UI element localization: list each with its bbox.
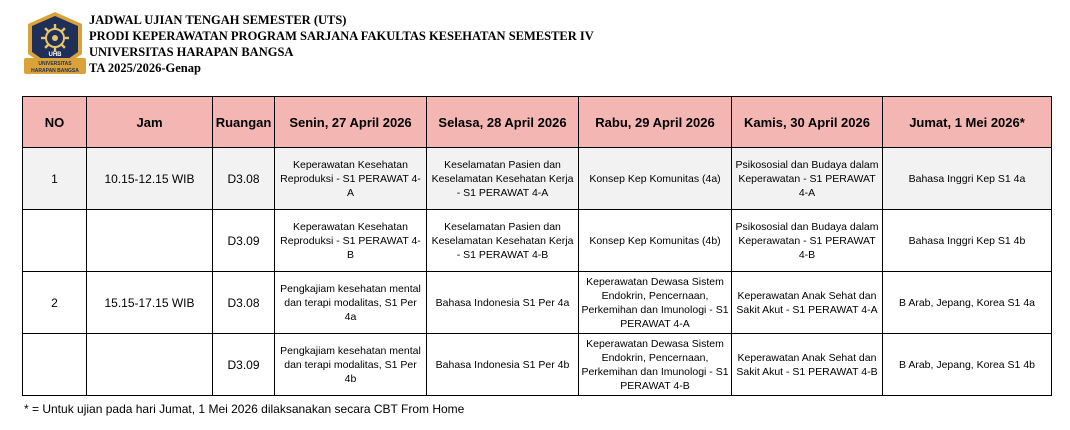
cell-jumat: Bahasa Inggri Kep S1 4a: [883, 148, 1052, 210]
cell-jam: [87, 334, 213, 396]
column-header-jumat: Jumat, 1 Mei 2026*: [883, 97, 1052, 148]
column-header-ruangan: Ruangan: [213, 97, 275, 148]
document-heading: [89, 12, 594, 76]
cell-rabu: Konsep Kep Komunitas (4b): [579, 210, 732, 272]
cell-selasa: Keselamatan Pasien dan Keselamatan Kesehatan Kerja - S1 PERAWAT 4-A: [427, 148, 579, 210]
cell-senin: Keperawatan Kesehatan Reproduksi - S1 PERAWAT 4-A: [275, 148, 427, 210]
table-row: [23, 334, 1052, 396]
column-header-kamis: Kamis, 30 April 2026: [732, 97, 883, 148]
cell-kamis: Psikososial dan Budaya dalam Keperawatan - S1 PERAWAT 4-B: [732, 210, 883, 272]
cell-ruangan: D3.09: [213, 334, 275, 396]
cell-rabu: Keperawatan Dewasa Sistem Endokrin, Pencernaan, Perkemihan dan Imunologi - S1 PERAWAT 4-A: [579, 272, 732, 334]
cell-jam: 10.15-12.15 WIB: [87, 148, 213, 210]
cell-ruangan: D3.09: [213, 210, 275, 272]
table-row: [23, 272, 1052, 334]
svg-text:HARAPAN BANGSA: HARAPAN BANGSA: [31, 68, 79, 74]
column-header-selasa: Selasa, 28 April 2026: [427, 97, 579, 148]
university-logo-icon: [22, 10, 88, 80]
exam-schedule-table: [22, 96, 1052, 396]
table-row: [23, 148, 1052, 210]
cell-no: 2: [23, 272, 87, 334]
cell-jumat: Bahasa Inggri Kep S1 4b: [883, 210, 1052, 272]
cell-jam: 15.15-17.15 WIB: [87, 272, 213, 334]
cell-ruangan: D3.08: [213, 148, 275, 210]
cell-no: 1: [23, 148, 87, 210]
column-header-rabu: Rabu, 29 April 2026: [579, 97, 732, 148]
cell-kamis: Psikososial dan Budaya dalam Keperawatan - S1 PERAWAT 4-A: [732, 148, 883, 210]
cell-selasa: Bahasa Indonesia S1 Per 4a: [427, 272, 579, 334]
heading-program: PRODI KEPERAWATAN PROGRAM SARJANA FAKULTAS KESEHATAN SEMESTER IV: [89, 29, 594, 43]
cell-kamis: Keperawatan Anak Sehat dan Sakit Akut - S1 PERAWAT 4-A: [732, 272, 883, 334]
cell-senin: Pengkajiam kesehatan mental dan terapi modalitas, S1 Per 4a: [275, 272, 427, 334]
svg-text:UHB: UHB: [48, 52, 62, 58]
cell-kamis: Keperawatan Anak Sehat dan Sakit Akut - S1 PERAWAT 4-B: [732, 334, 883, 396]
cell-selasa: Keselamatan Pasien dan Keselamatan Kesehatan Kerja - S1 PERAWAT 4-B: [427, 210, 579, 272]
cell-rabu: Keperawatan Dewasa Sistem Endokrin, Pencernaan, Perkemihan dan Imunologi - S1 PERAWAT 4-B: [579, 334, 732, 396]
cell-jumat: B Arab, Jepang, Korea S1 4a: [883, 272, 1052, 334]
cell-jam: [87, 210, 213, 272]
cell-no: [23, 210, 87, 272]
cell-no: [23, 334, 87, 396]
heading-university: UNIVERSITAS HARAPAN BANGSA: [89, 45, 294, 59]
table-header-row: [23, 97, 1052, 148]
column-header-jam: Jam: [87, 97, 213, 148]
heading-academic-year: TA 2025/2026-Genap: [89, 61, 201, 75]
column-header-senin: Senin, 27 April 2026: [275, 97, 427, 148]
svg-text:UNIVERSITAS: UNIVERSITAS: [38, 61, 72, 67]
cell-senin: Keperawatan Kesehatan Reproduksi - S1 PERAWAT 4-B: [275, 210, 427, 272]
university-logo: [22, 10, 88, 80]
cell-ruangan: D3.08: [213, 272, 275, 334]
cell-jumat: B Arab, Jepang, Korea S1 4b: [883, 334, 1052, 396]
column-header-no: NO: [23, 97, 87, 148]
table-row: [23, 210, 1052, 272]
cell-selasa: Bahasa Indonesia S1 Per 4b: [427, 334, 579, 396]
cell-rabu: Konsep Kep Komunitas (4a): [579, 148, 732, 210]
footnote: * = Untuk ujian pada hari Jumat, 1 Mei 2026 dilaksanakan secara CBT From Home: [24, 402, 465, 416]
heading-title: JADWAL UJIAN TENGAH SEMESTER (UTS): [89, 13, 347, 27]
cell-senin: Pengkajiam kesehatan mental dan terapi modalitas, S1 Per 4b: [275, 334, 427, 396]
